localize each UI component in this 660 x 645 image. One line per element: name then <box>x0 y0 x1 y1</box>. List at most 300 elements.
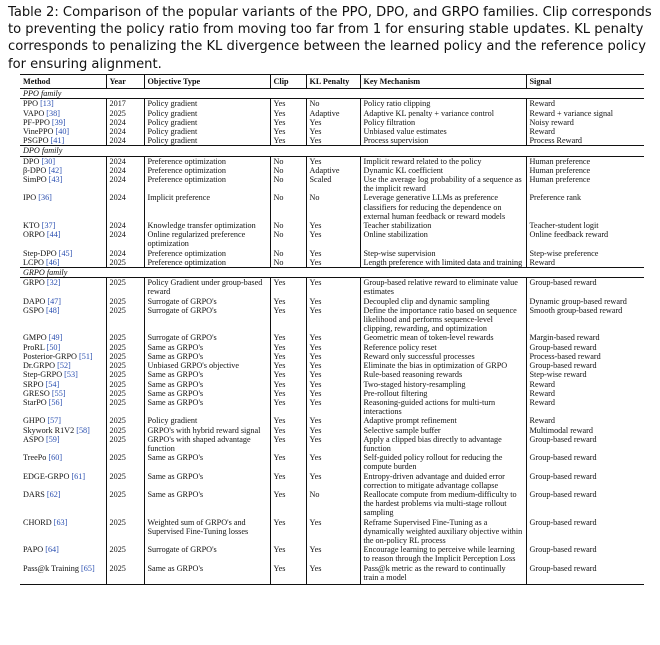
cell-method <box>20 389 106 398</box>
method-name: Dr.GRPO <box>23 361 56 371</box>
header-year: Year <box>106 75 144 89</box>
cell-method <box>20 453 106 471</box>
citation-link[interactable]: [41] <box>50 136 65 146</box>
cell-objective: Same as GRPO's <box>144 490 270 518</box>
method-name: ProRL <box>23 342 45 352</box>
cell-objective: Preference optimization <box>144 166 270 175</box>
cell-method <box>20 426 106 435</box>
table-row <box>20 564 644 585</box>
cell-mechanism: Group-based relative reward to eliminate value estimates <box>360 278 526 297</box>
cell-method <box>20 306 106 334</box>
table-row <box>20 166 644 175</box>
cell-kl-penalty: Yes <box>306 389 360 398</box>
cell-objective: Policy gradient <box>144 416 270 425</box>
method-name: Pass@k Training <box>23 563 79 573</box>
cell-objective: Weighted sum of GRPO's and Supervised Fine-Tuning losses <box>144 518 270 546</box>
cell-objective: Preference optimization <box>144 249 270 258</box>
cell-kl-penalty: Adaptive <box>306 166 360 175</box>
cell-mechanism: Reframe Supervised Fine-Tuning as a dynamically weighted auxiliary objective within the on-policy RL process <box>360 518 526 546</box>
citation-link[interactable]: [50] <box>46 342 61 352</box>
cell-method <box>20 109 106 118</box>
cell-kl-penalty: Yes <box>306 370 360 379</box>
cell-mechanism: Step-wise supervision <box>360 249 526 258</box>
citation-link[interactable]: [37] <box>41 221 56 231</box>
table-row <box>20 453 644 471</box>
cell-clip: No <box>270 156 306 166</box>
cell-kl-penalty: Scaled <box>306 175 360 193</box>
method-name: GRESO <box>23 388 50 398</box>
cell-method <box>20 564 106 585</box>
cell-method <box>20 249 106 258</box>
cell-mechanism: Unbiased value estimates <box>360 127 526 136</box>
citation-link[interactable]: [58] <box>76 425 90 435</box>
method-name: GHPO <box>23 416 46 426</box>
citation-link[interactable]: [59] <box>45 434 60 444</box>
method-name: GSPO <box>23 305 44 315</box>
method-name: VAPO <box>23 108 45 118</box>
cell-objective: Policy gradient <box>144 127 270 136</box>
cell-kl-penalty: Yes <box>306 352 360 361</box>
cell-kl-penalty: Yes <box>306 258 360 268</box>
cell-method <box>20 99 106 109</box>
cell-signal: Reward <box>526 99 644 109</box>
cell-signal: Reward <box>526 380 644 389</box>
table-row <box>20 398 644 416</box>
cell-signal: Human preference <box>526 156 644 166</box>
cell-year: 2025 <box>106 297 144 306</box>
cell-clip: Yes <box>270 389 306 398</box>
cell-objective: Same as GRPO's <box>144 343 270 352</box>
cell-kl-penalty: Yes <box>306 435 360 453</box>
cell-objective: Same as GRPO's <box>144 472 270 490</box>
cell-clip: Yes <box>270 127 306 136</box>
cell-kl-penalty: Yes <box>306 230 360 248</box>
cell-kl-penalty: Yes <box>306 545 360 563</box>
cell-clip: Yes <box>270 297 306 306</box>
table-row <box>20 545 644 563</box>
cell-clip: Yes <box>270 380 306 389</box>
cell-signal: Reward <box>526 398 644 416</box>
cell-year: 2024 <box>106 166 144 175</box>
table-row <box>20 193 644 221</box>
cell-clip: Yes <box>270 564 306 585</box>
cell-objective: Same as GRPO's <box>144 370 270 379</box>
cell-signal: Human preference <box>526 175 644 193</box>
cell-objective: Same as GRPO's <box>144 453 270 471</box>
table-row <box>20 389 644 398</box>
cell-kl-penalty: Yes <box>306 221 360 230</box>
cell-clip: No <box>270 193 306 221</box>
cell-mechanism: Reasoning-guided actions for multi-turn interactions <box>360 398 526 416</box>
method-name: CHORD <box>23 517 52 527</box>
cell-objective: Knowledge transfer optimization <box>144 221 270 230</box>
cell-year: 2024 <box>106 156 144 166</box>
cell-objective: Same as GRPO's <box>144 352 270 361</box>
cell-year: 2024 <box>106 230 144 248</box>
cell-mechanism: Selective sample buffer <box>360 426 526 435</box>
cell-year: 2025 <box>106 258 144 268</box>
cell-kl-penalty: Yes <box>306 278 360 297</box>
header-objective: Objective Type <box>144 75 270 89</box>
cell-kl-penalty: Yes <box>306 361 360 370</box>
cell-method <box>20 416 106 425</box>
citation-link[interactable]: [64] <box>45 545 59 555</box>
method-name: Skywork R1V2 <box>23 425 75 435</box>
cell-year: 2024 <box>106 249 144 258</box>
cell-year: 2025 <box>106 343 144 352</box>
method-name: VinePPO <box>23 127 54 137</box>
cell-clip: Yes <box>270 426 306 435</box>
citation-link[interactable]: [43] <box>48 175 63 185</box>
cell-clip: No <box>270 258 306 268</box>
cell-year: 2025 <box>106 380 144 389</box>
cell-clip: Yes <box>270 118 306 127</box>
cell-kl-penalty: Adaptive <box>306 109 360 118</box>
cell-objective: Same as GRPO's <box>144 564 270 585</box>
family-title: PPO family <box>20 89 644 99</box>
cell-mechanism: Process supervision <box>360 136 526 146</box>
cell-objective: Same as GRPO's <box>144 380 270 389</box>
cell-kl-penalty: Yes <box>306 453 360 471</box>
family-title: GRPO family <box>20 268 644 278</box>
citation-link[interactable]: [44] <box>46 230 61 240</box>
cell-objective: Same as GRPO's <box>144 398 270 416</box>
cell-clip: Yes <box>270 545 306 563</box>
comparison-table <box>20 74 644 585</box>
cell-kl-penalty: Yes <box>306 564 360 585</box>
cell-clip: Yes <box>270 136 306 146</box>
cell-mechanism: Reward only successful processes <box>360 352 526 361</box>
cell-kl-penalty: Yes <box>306 156 360 166</box>
cell-method <box>20 545 106 563</box>
cell-mechanism: Encourage learning to perceive while learning to reason through the Implicit Perception Loss <box>360 545 526 563</box>
header-row <box>20 75 644 89</box>
cell-kl-penalty: Yes <box>306 398 360 416</box>
cell-year: 2025 <box>106 361 144 370</box>
cell-method <box>20 136 106 146</box>
table-row <box>20 258 644 268</box>
cell-year: 2025 <box>106 306 144 334</box>
cell-clip: No <box>270 175 306 193</box>
cell-year: 2025 <box>106 278 144 297</box>
cell-method <box>20 118 106 127</box>
cell-method <box>20 127 106 136</box>
cell-signal: Group-based reward <box>526 361 644 370</box>
cell-objective: Policy gradient <box>144 136 270 146</box>
cell-signal: Reward <box>526 258 644 268</box>
method-name: Step-GRPO <box>23 370 63 380</box>
cell-kl-penalty: Yes <box>306 426 360 435</box>
table-row <box>20 435 644 453</box>
cell-year: 2024 <box>106 118 144 127</box>
cell-clip: Yes <box>270 490 306 518</box>
cell-year: 2025 <box>106 490 144 518</box>
cell-kl-penalty: Yes <box>306 127 360 136</box>
cell-mechanism: Reallocate compute from medium-difficulty to the hardest problems via multi-stage rollout sampling <box>360 490 526 518</box>
table-row <box>20 136 644 146</box>
cell-method <box>20 352 106 361</box>
citation-link[interactable]: [39] <box>51 117 66 127</box>
citation-link[interactable]: [52] <box>57 361 71 371</box>
cell-signal: Reward + variance signal <box>526 109 644 118</box>
cell-year: 2024 <box>106 221 144 230</box>
cell-clip: Yes <box>270 370 306 379</box>
method-name: PPO <box>23 99 39 109</box>
citation-link[interactable]: [55] <box>51 388 66 398</box>
cell-signal: Smooth group-based reward <box>526 306 644 334</box>
cell-year: 2025 <box>106 370 144 379</box>
table-body <box>20 89 644 585</box>
method-name: PAPO <box>23 545 44 555</box>
cell-kl-penalty: Yes <box>306 333 360 342</box>
cell-clip: Yes <box>270 435 306 453</box>
citation-link[interactable]: [61] <box>71 471 86 481</box>
cell-signal: Reward <box>526 127 644 136</box>
cell-mechanism: Pre-rollout filtering <box>360 389 526 398</box>
cell-kl-penalty: Yes <box>306 472 360 490</box>
header-clip: Clip <box>270 75 306 89</box>
table-row <box>20 426 644 435</box>
table-row <box>20 416 644 425</box>
cell-signal: Dynamic group-based reward <box>526 297 644 306</box>
method-name: ASPO <box>23 434 44 444</box>
method-name: ORPO <box>23 230 45 240</box>
cell-kl-penalty: Yes <box>306 343 360 352</box>
table-row <box>20 518 644 546</box>
method-name: GRPO <box>23 278 45 288</box>
cell-method <box>20 230 106 248</box>
cell-objective: Policy Gradient under group-based reward <box>144 278 270 297</box>
cell-signal: Human preference <box>526 166 644 175</box>
cell-method <box>20 297 106 306</box>
cell-mechanism: Dynamic KL coefficient <box>360 166 526 175</box>
cell-signal: Reward <box>526 416 644 425</box>
cell-clip: No <box>270 230 306 248</box>
cell-signal: Process Reward <box>526 136 644 146</box>
table-row <box>20 221 644 230</box>
cell-signal: Noisy reward <box>526 118 644 127</box>
cell-mechanism: Teacher stabilization <box>360 221 526 230</box>
family-header-row <box>20 146 644 156</box>
cell-signal: Multimodal reward <box>526 426 644 435</box>
cell-signal: Group-based reward <box>526 453 644 471</box>
method-name: SimPO <box>23 175 47 185</box>
citation-link[interactable]: [53] <box>64 370 78 380</box>
cell-clip: Yes <box>270 352 306 361</box>
family-header-row <box>20 89 644 99</box>
cell-mechanism: Decoupled clip and dynamic sampling <box>360 297 526 306</box>
cell-kl-penalty: Yes <box>306 518 360 546</box>
cell-method <box>20 258 106 268</box>
cell-signal: Step-wise reward <box>526 370 644 379</box>
citation-link[interactable]: [45] <box>58 248 73 258</box>
cell-clip: Yes <box>270 416 306 425</box>
table-row <box>20 109 644 118</box>
cell-objective: Preference optimization <box>144 175 270 193</box>
cell-mechanism: Apply a clipped bias directly to advantage function <box>360 435 526 453</box>
citation-link[interactable]: [42] <box>48 165 62 175</box>
cell-mechanism: Entropy-driven advantage and duided error correction to mitigate advantage collapse <box>360 472 526 490</box>
cell-method <box>20 343 106 352</box>
citation-link[interactable]: [32] <box>46 278 61 288</box>
cell-year: 2017 <box>106 99 144 109</box>
cell-method <box>20 361 106 370</box>
cell-year: 2025 <box>106 426 144 435</box>
cell-year: 2025 <box>106 518 144 546</box>
cell-clip: No <box>270 249 306 258</box>
cell-objective: Surrogate of GRPO's <box>144 333 270 342</box>
cell-clip: No <box>270 221 306 230</box>
cell-year: 2025 <box>106 545 144 563</box>
citation-link[interactable]: [13] <box>40 99 54 109</box>
cell-year: 2024 <box>106 136 144 146</box>
cell-signal: Group-based reward <box>526 472 644 490</box>
cell-method <box>20 175 106 193</box>
cell-objective: Surrogate of GRPO's <box>144 306 270 334</box>
citation-link[interactable]: [48] <box>45 305 60 315</box>
table-row <box>20 361 644 370</box>
cell-mechanism: Adaptive prompt refinement <box>360 416 526 425</box>
cell-year: 2025 <box>106 416 144 425</box>
cell-kl-penalty: Yes <box>306 297 360 306</box>
table-row <box>20 472 644 490</box>
cell-objective: Unbiased GRPO's objective <box>144 361 270 370</box>
cell-mechanism: Implicit reward related to the policy <box>360 156 526 166</box>
cell-clip: Yes <box>270 518 306 546</box>
cell-method <box>20 380 106 389</box>
cell-signal: Reward <box>526 389 644 398</box>
cell-signal: Group-based reward <box>526 545 644 563</box>
citation-link[interactable]: [40] <box>55 127 70 137</box>
table-row <box>20 278 644 297</box>
cell-clip: Yes <box>270 109 306 118</box>
cell-year: 2025 <box>106 453 144 471</box>
citation-link[interactable]: [63] <box>53 517 68 527</box>
cell-signal: Group-based reward <box>526 343 644 352</box>
cell-kl-penalty: No <box>306 193 360 221</box>
cell-mechanism: Leverage generative LLMs as preference classifiers for reducing the dependence on external human feedback or reward models <box>360 193 526 221</box>
cell-year: 2025 <box>106 564 144 585</box>
cell-kl-penalty: Yes <box>306 118 360 127</box>
cell-objective: Surrogate of GRPO's <box>144 545 270 563</box>
method-name: LCPO <box>23 257 44 267</box>
cell-method <box>20 166 106 175</box>
table-row <box>20 370 644 379</box>
citation-link[interactable]: [57] <box>47 416 61 426</box>
cell-clip: Yes <box>270 453 306 471</box>
citation-link[interactable]: [30] <box>41 156 56 166</box>
cell-objective: GRPO's with hybrid reward signal <box>144 426 270 435</box>
table-row <box>20 230 644 248</box>
cell-objective: Online regularized preference optimization <box>144 230 270 248</box>
cell-kl-penalty: Yes <box>306 306 360 334</box>
table-row <box>20 352 644 361</box>
cell-mechanism: Geometric mean of token-level rewards <box>360 333 526 342</box>
table-row <box>20 99 644 109</box>
citation-link[interactable]: [60] <box>48 453 63 463</box>
header-kl: KL Penalty <box>306 75 360 89</box>
method-name: β-DPO <box>23 165 47 175</box>
method-name: StarPO <box>23 397 47 407</box>
cell-objective: Surrogate of GRPO's <box>144 297 270 306</box>
cell-signal: Group-based reward <box>526 490 644 518</box>
cell-clip: Yes <box>270 333 306 342</box>
citation-link[interactable]: [56] <box>48 397 63 407</box>
method-name: IPO <box>23 193 37 203</box>
cell-mechanism: Eliminate the bias in optimization of GRPO <box>360 361 526 370</box>
cell-method <box>20 490 106 518</box>
cell-year: 2024 <box>106 127 144 136</box>
cell-mechanism: Two-staged history-resampling <box>360 380 526 389</box>
cell-signal: Group-based reward <box>526 435 644 453</box>
method-name: Posterior-GRPO <box>23 351 77 361</box>
citation-link[interactable]: [38] <box>46 108 60 118</box>
table-row <box>20 127 644 136</box>
method-name: DPO <box>23 156 40 166</box>
cell-signal: Teacher-student logit <box>526 221 644 230</box>
cell-mechanism: Policy filtration <box>360 118 526 127</box>
cell-method <box>20 193 106 221</box>
citation-link[interactable]: [51] <box>79 351 93 361</box>
method-name: SRPO <box>23 379 44 389</box>
method-name: DARS <box>23 489 45 499</box>
method-name: KTO <box>23 221 40 231</box>
table-row <box>20 249 644 258</box>
citation-link[interactable]: [36] <box>38 193 52 203</box>
method-name: DAPO <box>23 296 46 306</box>
method-name: PF-PPO <box>23 117 50 127</box>
cell-clip: No <box>270 166 306 175</box>
table-row <box>20 343 644 352</box>
cell-year: 2025 <box>106 109 144 118</box>
cell-clip: Yes <box>270 278 306 297</box>
cell-kl-penalty: No <box>306 490 360 518</box>
cell-year: 2024 <box>106 193 144 221</box>
cell-clip: Yes <box>270 306 306 334</box>
citation-link[interactable]: [47] <box>47 296 61 306</box>
citation-link[interactable]: [46] <box>45 257 60 267</box>
cell-year: 2025 <box>106 398 144 416</box>
cell-objective: Policy gradient <box>144 99 270 109</box>
cell-signal: Group-based reward <box>526 518 644 546</box>
citation-link[interactable]: [49] <box>48 333 63 343</box>
cell-method <box>20 398 106 416</box>
cell-year: 2025 <box>106 389 144 398</box>
cell-method <box>20 518 106 546</box>
cell-clip: Yes <box>270 343 306 352</box>
cell-signal: Margin-based reward <box>526 333 644 342</box>
method-name: PSGPO <box>23 136 49 146</box>
citation-link[interactable]: [62] <box>46 489 61 499</box>
cell-objective: Same as GRPO's <box>144 389 270 398</box>
cell-mechanism: Pass@k metric as the reward to continually train a model <box>360 564 526 585</box>
cell-clip: Yes <box>270 99 306 109</box>
citation-link[interactable]: [54] <box>45 379 60 389</box>
cell-method <box>20 435 106 453</box>
cell-clip: Yes <box>270 361 306 370</box>
family-header-row <box>20 268 644 278</box>
cell-year: 2025 <box>106 333 144 342</box>
table-row <box>20 175 644 193</box>
cell-mechanism: Policy ratio clipping <box>360 99 526 109</box>
citation-link[interactable]: [65] <box>81 563 95 573</box>
cell-signal: Step-wise preference <box>526 249 644 258</box>
cell-signal: Preference rank <box>526 193 644 221</box>
header-method: Method <box>20 75 106 89</box>
table-row <box>20 333 644 342</box>
cell-objective: Preference optimization <box>144 156 270 166</box>
cell-method <box>20 472 106 490</box>
